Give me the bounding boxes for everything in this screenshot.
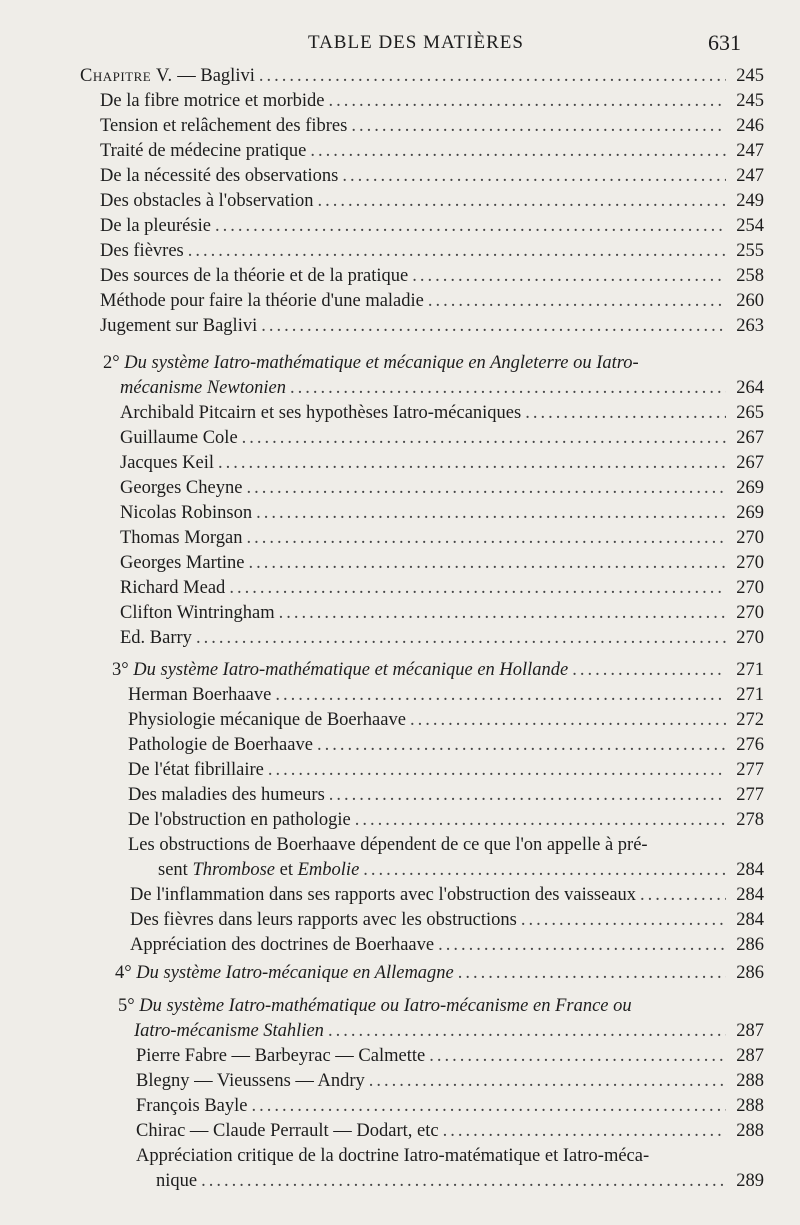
toc-entry-multiline-line2[interactable] — [156, 1171, 764, 1195]
term-embolie: Embolie — [297, 860, 360, 880]
toc-page-ref: 277 — [736, 785, 764, 805]
toc-page-ref: 270 — [736, 553, 764, 573]
toc-entry[interactable] — [100, 291, 764, 315]
dot-leader — [252, 1096, 727, 1117]
toc-page-ref: 288 — [736, 1071, 764, 1091]
dot-leader — [275, 685, 726, 706]
toc-page-ref: 258 — [736, 266, 764, 286]
toc-entry-label: Des obstacles à l'observation — [100, 191, 314, 211]
section-number: 2° — [103, 353, 120, 373]
toc-page-ref: 276 — [736, 735, 764, 755]
dot-leader — [268, 760, 726, 781]
page-number: 631 — [708, 30, 741, 55]
toc-entry-label: Méthode pour faire la théorie d'une maladie — [100, 291, 424, 311]
dot-leader — [261, 316, 726, 337]
toc-page-ref: 269 — [736, 478, 764, 498]
section-number: 4° — [115, 963, 132, 983]
toc-entry[interactable] — [120, 603, 764, 627]
toc-entry-label: De l'état fibrillaire — [128, 760, 264, 780]
dot-leader — [196, 628, 726, 649]
toc-entry-label: Appréciation des doctrines de Boerhaave — [130, 935, 435, 955]
toc-section-heading-line1[interactable] — [118, 996, 764, 1020]
toc-chapter-heading[interactable] — [80, 66, 764, 90]
toc-page-ref: 272 — [736, 710, 764, 730]
toc-page-ref: 245 — [736, 91, 764, 111]
toc-section-heading[interactable] — [112, 660, 764, 684]
toc-entry-label: Chirac — Claude Perrault — Dodart, etc — [136, 1121, 439, 1141]
dot-leader — [328, 91, 726, 112]
toc-entry-label: De la pleurésie — [100, 216, 211, 236]
toc-page-ref: 284 — [736, 910, 764, 930]
toc-entry[interactable] — [120, 553, 764, 577]
toc-page-ref: 271 — [736, 685, 764, 705]
toc-entry[interactable] — [128, 785, 764, 809]
toc-section-heading-line2[interactable] — [120, 378, 764, 402]
toc-page-ref: 270 — [736, 603, 764, 623]
toc-page-ref: 278 — [736, 810, 764, 830]
toc-entry-label: Nicolas Robinson — [120, 503, 253, 523]
toc-entry[interactable] — [100, 241, 764, 265]
toc-page-ref: 286 — [736, 963, 764, 983]
chapter-label: Chapitre V. — [80, 66, 173, 86]
toc-entry-label: Des maladies des humeurs — [128, 785, 325, 805]
section-title: Du système Iatro-mathématique ou Iatro-mécanisme en France ou — [139, 996, 632, 1016]
dot-leader — [290, 378, 726, 399]
toc-entry[interactable] — [136, 1096, 764, 1120]
dot-leader — [259, 66, 726, 87]
section-title-cont: mécanisme Newtonien — [120, 378, 286, 398]
toc-entry-label: Herman Boerhaave — [128, 685, 272, 705]
conjunction: et — [275, 860, 298, 880]
toc-entry-label: Des sources de la théorie et de la pratique — [100, 266, 409, 286]
toc-entry[interactable] — [130, 910, 764, 934]
toc-page-ref: 245 — [736, 66, 764, 86]
toc-page-ref: 288 — [736, 1121, 764, 1141]
toc-entry[interactable] — [130, 935, 764, 959]
toc-entry[interactable] — [130, 885, 764, 909]
section-title: Du système Iatro-mathématique et mécanique en Angleterre ou Iatro- — [124, 353, 639, 373]
dot-leader — [438, 935, 726, 956]
toc-page-ref: 287 — [736, 1021, 764, 1041]
toc-entry[interactable] — [120, 578, 764, 602]
dot-leader — [215, 216, 726, 237]
toc-entry[interactable] — [128, 735, 764, 759]
dot-leader — [317, 191, 726, 212]
toc-page-ref: 247 — [736, 141, 764, 161]
toc-entry-label: Des fièvres dans leurs rapports avec les obstructions — [130, 910, 517, 930]
toc-section-heading-line1[interactable] — [103, 353, 767, 377]
dot-leader — [458, 963, 726, 984]
dot-leader — [188, 241, 726, 262]
running-title: TABLE DES MATIÈRES — [308, 32, 524, 53]
toc-entry[interactable] — [128, 710, 764, 734]
toc-entry-label: Jugement sur Baglivi — [100, 316, 258, 336]
toc-entry[interactable] — [120, 628, 764, 652]
toc-entry-label-cont: sent — [158, 860, 193, 880]
toc-section-heading[interactable] — [115, 963, 764, 987]
toc-page-ref: 267 — [736, 453, 764, 473]
section-title-cont: Iatro-mécanisme Stahlien — [134, 1021, 324, 1041]
dot-leader — [363, 860, 726, 881]
toc-entry[interactable] — [120, 478, 764, 502]
toc-entry[interactable] — [128, 685, 764, 709]
toc-page-ref: 255 — [736, 241, 764, 261]
dot-leader — [218, 453, 726, 474]
toc-page-ref: 271 — [736, 660, 764, 680]
dot-leader — [521, 910, 726, 931]
toc-entry-label: Physiologie mécanique de Boerhaave — [128, 710, 406, 730]
toc-entry[interactable] — [120, 528, 764, 552]
toc-entry-label: Clifton Wintringham — [120, 603, 275, 623]
toc-page-ref: 288 — [736, 1096, 764, 1116]
toc-entry[interactable] — [120, 503, 764, 527]
dot-leader — [201, 1171, 726, 1192]
dot-leader — [369, 1071, 726, 1092]
section-number: 5° — [118, 996, 135, 1016]
toc-entry-label: De l'inflammation dans ses rapports avec l'obstruction des vaisseaux — [130, 885, 637, 905]
toc-entry[interactable] — [120, 453, 764, 477]
dot-leader — [256, 503, 726, 524]
dot-leader — [412, 266, 726, 287]
toc-page-ref: 270 — [736, 578, 764, 598]
section-title: Du système Iatro-mécanique en Allemagne — [136, 963, 454, 983]
toc-page-ref: 265 — [736, 403, 764, 423]
dot-leader — [249, 553, 727, 574]
toc-entry[interactable] — [136, 1121, 764, 1145]
dot-leader — [242, 428, 726, 449]
dot-leader — [428, 291, 726, 312]
dot-leader — [229, 578, 726, 599]
toc-entry-multiline-line1[interactable] — [136, 1146, 764, 1170]
toc-entry[interactable] — [100, 216, 764, 240]
toc-page-ref: 246 — [736, 116, 764, 136]
toc-page-ref: 270 — [736, 628, 764, 648]
toc-entry-label: Traité de médecine pratique — [100, 141, 307, 161]
toc-entry[interactable] — [100, 91, 764, 115]
toc-entry-label: Thomas Morgan — [120, 528, 243, 548]
toc-entry-label: Archibald Pitcairn et ses hypothèses Iatro-mécaniques — [120, 403, 522, 423]
page-header — [0, 30, 800, 58]
toc-entry-multiline-line1[interactable] — [128, 835, 764, 859]
toc-entry[interactable] — [136, 1046, 764, 1070]
toc-page-ref: 254 — [736, 216, 764, 236]
toc-entry-label: Des fièvres — [100, 241, 184, 261]
toc-page-ref: 284 — [736, 860, 764, 880]
toc-entry-label: De la fibre motrice et morbide — [100, 91, 325, 111]
toc-entry-label: Blegny — Vieussens — Andry — [136, 1071, 365, 1091]
toc-page-ref: 264 — [736, 378, 764, 398]
toc-page-ref: 277 — [736, 760, 764, 780]
toc-entry-label: Georges Martine — [120, 553, 245, 573]
dot-leader — [640, 885, 726, 906]
toc-entry-label: Jacques Keil — [120, 453, 215, 473]
toc-page-ref: 260 — [736, 291, 764, 311]
dot-leader — [317, 735, 726, 756]
toc-entry[interactable] — [100, 141, 764, 165]
section-number: 3° — [112, 660, 129, 680]
dot-leader — [410, 710, 726, 731]
toc-page-ref: 287 — [736, 1046, 764, 1066]
term-thrombose: Thrombose — [192, 860, 276, 880]
section-title: Du système Iatro-mathématique et mécanique en Hollande — [133, 660, 569, 680]
toc-entry[interactable] — [120, 403, 764, 427]
toc-entry-label-cont: nique — [156, 1171, 198, 1191]
toc-entry-label: François Bayle — [136, 1096, 248, 1116]
toc-entry[interactable] — [128, 760, 764, 784]
toc-page-ref: 267 — [736, 428, 764, 448]
toc-entry[interactable] — [128, 810, 764, 834]
dot-leader — [246, 528, 726, 549]
toc-entry-label: Georges Cheyne — [120, 478, 243, 498]
toc-page-ref: 269 — [736, 503, 764, 523]
toc-entry-label: Ed. Barry — [120, 628, 192, 648]
toc-entry-label: Pierre Fabre — Barbeyrac — Calmette — [136, 1046, 426, 1066]
chapter-title: — Baglivi — [172, 66, 255, 86]
toc-entry-label: De la nécessité des observations — [100, 166, 339, 186]
toc-entry-label: Les obstructions de Boerhaave dépendent de ce que l'on appelle à pré- — [128, 835, 648, 855]
dot-leader — [342, 166, 726, 187]
dot-leader — [443, 1121, 726, 1142]
toc-entry[interactable] — [120, 428, 764, 452]
toc-entry[interactable] — [100, 316, 764, 340]
toc-entry-multiline-line2[interactable] — [158, 860, 764, 884]
toc-page-ref: 247 — [736, 166, 764, 186]
toc-page-ref: 284 — [736, 885, 764, 905]
toc-page-ref: 289 — [736, 1171, 764, 1191]
dot-leader — [329, 785, 726, 806]
toc-entry-label: De l'obstruction en pathologie — [128, 810, 351, 830]
toc-entry[interactable] — [100, 116, 764, 140]
dot-leader — [328, 1021, 726, 1042]
dot-leader — [572, 660, 726, 681]
toc-page-ref: 286 — [736, 935, 764, 955]
toc-entry-label: Tension et relâchement des fibres — [100, 116, 348, 136]
dot-leader — [310, 141, 726, 162]
dot-leader — [429, 1046, 726, 1067]
toc-entry[interactable] — [136, 1071, 764, 1095]
toc-entry[interactable] — [100, 166, 764, 190]
dot-leader — [351, 116, 726, 137]
toc-entry-label: Pathologie de Boerhaave — [128, 735, 313, 755]
toc-page-ref: 270 — [736, 528, 764, 548]
dot-leader — [525, 403, 726, 424]
dot-leader — [246, 478, 726, 499]
toc-section-heading-line2[interactable] — [134, 1021, 764, 1045]
toc-entry-label: Appréciation critique de la doctrine Iatro-matématique et Iatro-méca- — [136, 1146, 650, 1166]
toc-entry-label: Guillaume Cole — [120, 428, 238, 448]
toc-entry[interactable] — [100, 191, 764, 215]
dot-leader — [279, 603, 726, 624]
toc-entry[interactable] — [100, 266, 764, 290]
toc-page-ref: 249 — [736, 191, 764, 211]
dot-leader — [355, 810, 726, 831]
toc-page-ref: 263 — [736, 316, 764, 336]
toc-entry-label: Richard Mead — [120, 578, 226, 598]
